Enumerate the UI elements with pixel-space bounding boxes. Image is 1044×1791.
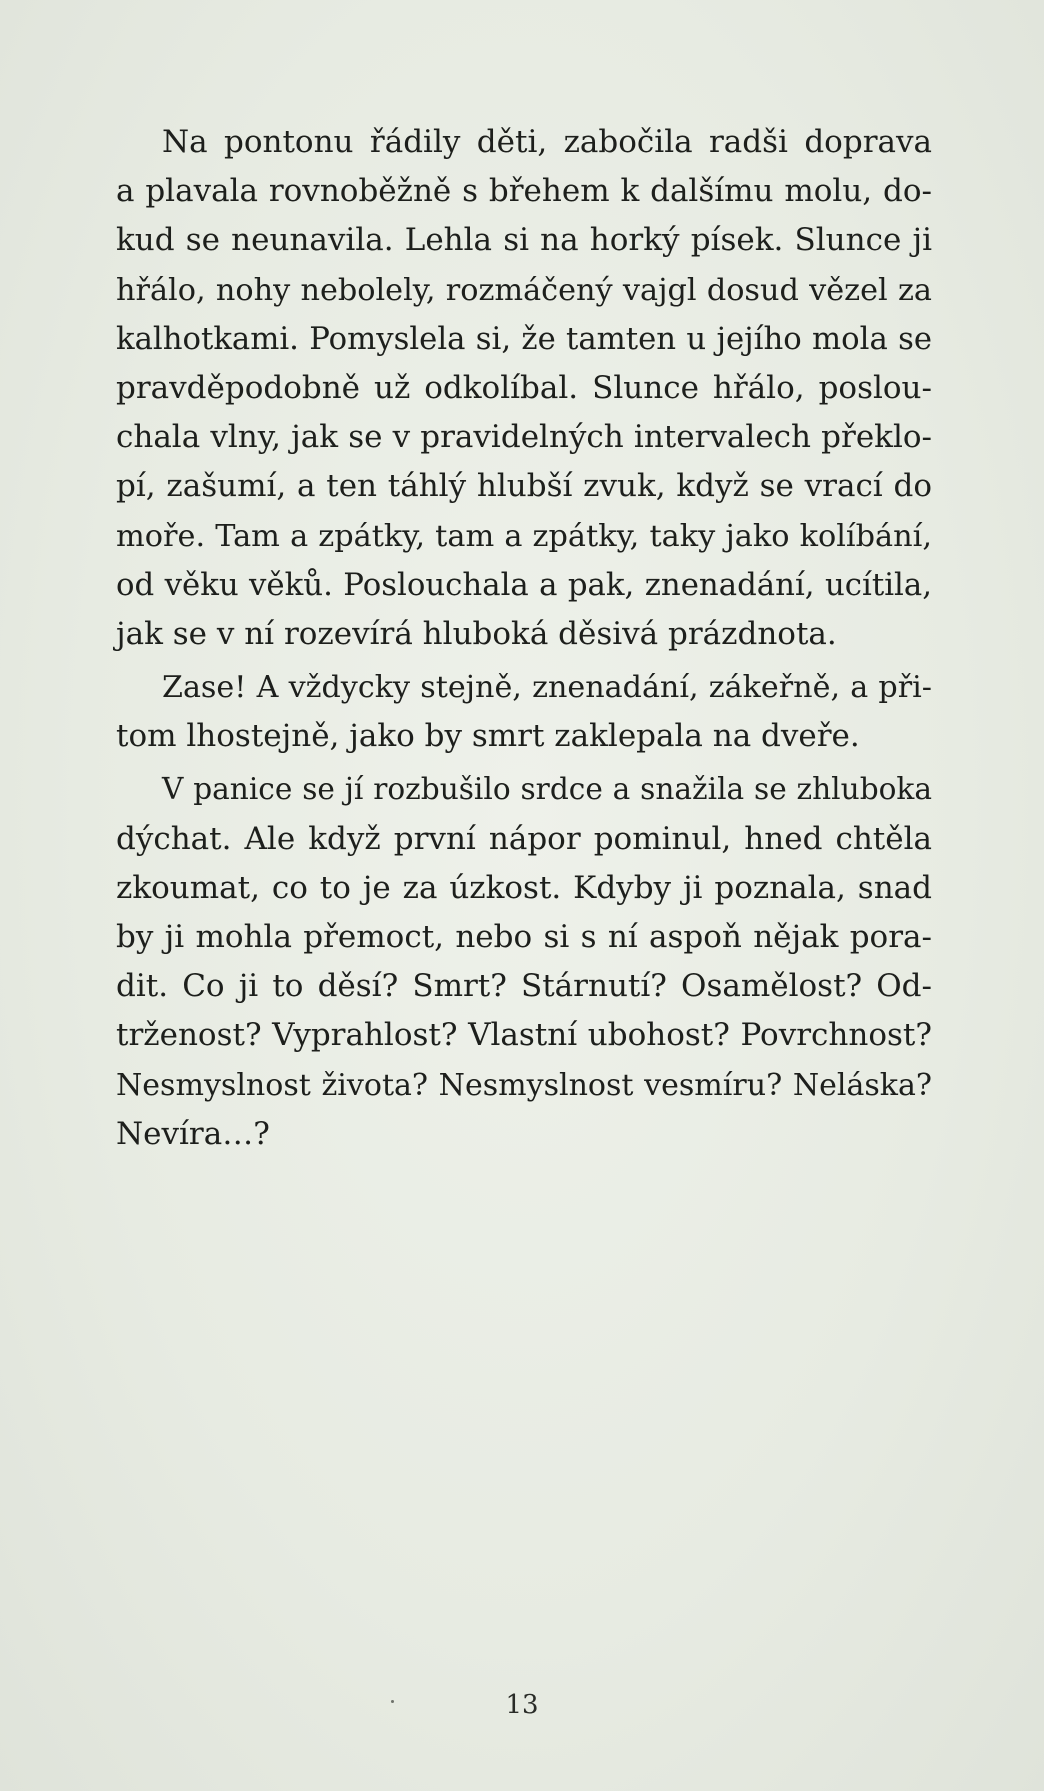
text-line: Zase! A vždycky stejně, znenadání, zákeřně, a při- (162, 670, 932, 706)
body-text (116, 118, 932, 1159)
text-line: hřálo, nohy nebolely, rozmáčený vajgl dosud vězel za (116, 272, 932, 308)
text-line: Na pontonu řádily děti, zabočila radši doprava (162, 124, 932, 160)
text-line: V panice se jí rozbušilo srdce a snažila se zhluboka (162, 772, 932, 807)
text-line: kud se neunavila. Lehla si na horký písek. Slunce ji (116, 222, 932, 259)
text-line: dýchat. Ale když první nápor pominul, hned chtěla (116, 820, 932, 857)
text-line: trženost? Vyprahlost? Vlastní ubohost? Povrchnost? (116, 1017, 932, 1054)
text-line: od věku věků. Poslouchala a pak, znenadání, ucítila, (116, 566, 932, 603)
text-line: by ji mohla přemoct, nebo si s ní aspoň nějak pora- (116, 919, 932, 955)
text-line: Nevíra…? (116, 1115, 270, 1152)
text-line: moře. Tam a zpátky, tam a zpátky, taky jako kolíbání, (116, 518, 932, 554)
text-line: a plavala rovnoběžně s břehem k dalšímu molu, do- (116, 173, 932, 210)
text-line: chala vlny, jak se v pravidelných intervalech překlo- (116, 419, 932, 456)
text-line: pí, zašumí, a ten táhlý hlubší zvuk, když se vrací do (116, 468, 932, 505)
text-line: Nesmyslnost života? Nesmyslnost vesmíru? Neláska? (116, 1067, 932, 1103)
text-line: tom lhostejně, jako by smrt zaklepala na dveře. (116, 718, 860, 755)
page-number: 13 (505, 1690, 539, 1720)
text-line: kalhotkami. Pomyslela si, že tamten u jejího mola se (116, 320, 932, 357)
text-line: jak se v ní rozevírá hluboká děsivá prázdnota. (116, 615, 837, 652)
text-line: pravděpodobně už odkolíbal. Slunce hřálo, poslou- (116, 369, 932, 406)
text-line: dit. Co ji to děsí? Smrt? Stárnutí? Osamělost? Od- (116, 968, 932, 1005)
text-line: zkoumat, co to je za úzkost. Kdyby ji poznala, snad (116, 869, 932, 906)
